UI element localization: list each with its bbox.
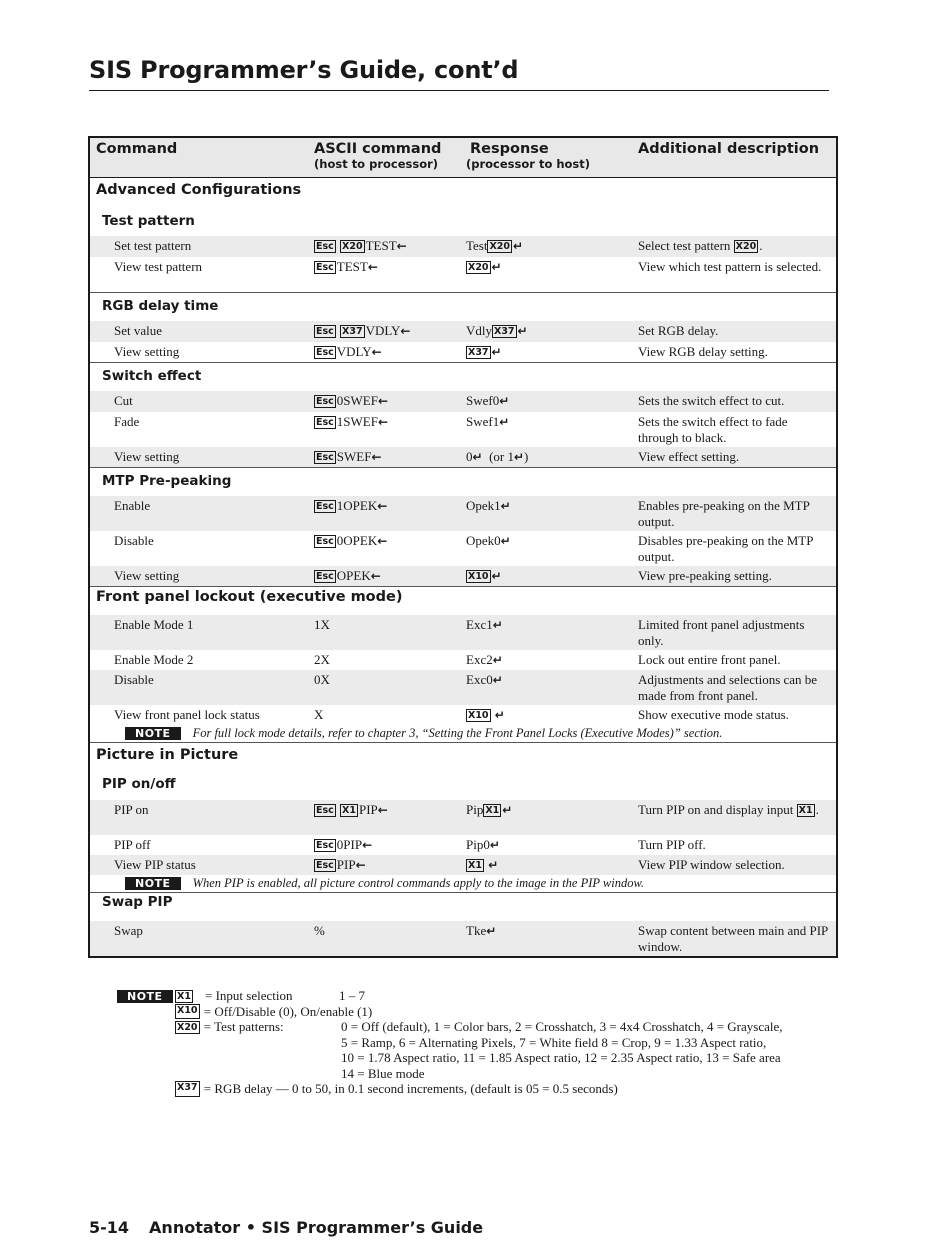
cell-response: Test X20 ↵ <box>466 238 524 253</box>
cell-ascii: Esc 0OPEK← <box>316 533 388 548</box>
esc-key-icon: Esc <box>316 805 334 816</box>
cell-ascii: Esc 1SWEF← <box>316 414 389 429</box>
table-header <box>90 138 836 178</box>
esc-key-icon: Esc <box>316 241 334 252</box>
cell-ascii: Esc VDLY← <box>316 344 382 359</box>
cell-ascii: Esc PIP← <box>316 857 366 872</box>
send-arrow-icon: ← <box>377 499 388 513</box>
x37-key-icon: X37 <box>494 326 515 337</box>
cell-command: View setting <box>114 449 180 464</box>
legend-x37-text: = RGB delay — 0 to 50, in 0.1 second increments, (default is 05 = 0.5 seconds) <box>203 1081 618 1096</box>
cell-response <box>466 257 638 292</box>
cell-response <box>466 566 638 586</box>
cell-response <box>466 342 638 362</box>
send-arrow-icon: ← <box>370 569 381 583</box>
send-arrow-icon: ← <box>377 803 388 817</box>
x37-key-icon: X37 <box>175 1081 200 1097</box>
return-arrow-icon: ↵ <box>472 450 483 464</box>
esc-key-icon: Esc <box>316 347 334 358</box>
table-row-view-switch-effect <box>90 447 836 467</box>
table-row-pip-off <box>90 835 836 855</box>
esc-key-icon: Esc <box>316 417 334 428</box>
note-badge: NOTE <box>125 727 181 740</box>
x20-key-icon: X20 <box>342 241 363 252</box>
cell-description: View PIP window selection. <box>638 857 785 872</box>
section-picture-in-picture: Picture in Picture <box>90 742 836 772</box>
cell-ascii: 1X <box>314 617 330 632</box>
cell-description: Adjustments and selections can be made from front panel. <box>638 672 818 703</box>
cell-description: Turn PIP on and display input X1 . <box>638 802 819 817</box>
cell-response: Opek1↵ <box>466 498 511 513</box>
x1-key-icon: X1 <box>177 991 191 1002</box>
cell-response: Exc1↵ <box>466 617 503 632</box>
variables-legend <box>117 988 837 1097</box>
return-arrow-icon: ↵ <box>494 708 505 722</box>
header-description: Additional description <box>638 141 820 157</box>
subsection-test-pattern: Test pattern <box>102 213 195 229</box>
legend-x1-text: = Input selection <box>205 988 293 1003</box>
cell-ascii: Esc 0SWEF← <box>316 393 389 408</box>
subsection-switch-effect: Switch effect <box>90 362 836 391</box>
send-arrow-icon: ← <box>371 345 382 359</box>
pip-note <box>90 875 836 892</box>
esc-key-icon: Esc <box>316 571 334 582</box>
header-response: Response (processor to host) <box>466 141 591 171</box>
return-arrow-icon: ↵ <box>492 653 503 667</box>
cell-description: Select test pattern X20 . <box>638 238 763 253</box>
cell-response <box>466 705 638 725</box>
send-arrow-icon: ← <box>400 324 411 338</box>
cell-response: Opek0↵ <box>466 533 511 548</box>
cell-command: View test pattern <box>114 259 203 274</box>
cell-response: 0↵ (or 1↵) <box>466 449 529 464</box>
cell-description: Show executive mode status. <box>638 707 789 722</box>
cell-description: View RGB delay setting. <box>638 344 768 359</box>
cell-response: Exc0↵ <box>466 672 503 687</box>
return-arrow-icon: ↵ <box>500 499 511 513</box>
note-badge: NOTE <box>125 877 181 890</box>
cell-ascii: % <box>314 923 325 938</box>
x1-key-icon: X1 <box>485 805 500 816</box>
table-row-pip-status <box>90 855 836 875</box>
table-row-mtp-disable <box>90 531 836 566</box>
cell-response: Pip0↵ <box>466 837 500 852</box>
return-arrow-icon: ↵ <box>517 324 528 338</box>
esc-key-icon: Esc <box>316 262 334 273</box>
return-arrow-icon: ↵ <box>492 673 503 687</box>
cell-description: Sets the switch effect to cut. <box>638 393 785 408</box>
cell-command: PIP off <box>114 837 151 852</box>
send-arrow-icon: ← <box>377 394 389 408</box>
section-front-panel-lockout: Front panel lockout (executive mode) <box>90 586 836 615</box>
x1-key-icon: X1 <box>342 805 356 816</box>
cell-command: View setting <box>114 568 180 583</box>
page-title: SIS Programmer’s Guide, cont’d <box>89 56 519 84</box>
cell-ascii: Esc SWEF← <box>316 449 382 464</box>
table-row-fade <box>90 412 836 447</box>
section-advanced-configurations: Advanced Configurations <box>96 182 302 198</box>
lockout-note <box>90 725 836 742</box>
subsection-mtp-pre-peaking: MTP Pre-peaking <box>90 467 836 496</box>
cell-description: Sets the switch effect to fade through to black. <box>638 414 788 445</box>
cell-ascii: Esc 1OPEK← <box>316 498 388 513</box>
esc-key-icon: Esc <box>316 326 334 337</box>
return-arrow-icon: ↵ <box>499 415 510 429</box>
cell-command: Swap <box>114 923 143 938</box>
table-row-swap <box>90 921 836 956</box>
return-arrow-icon: ↵ <box>500 534 511 548</box>
cell-ascii: X <box>314 707 324 722</box>
cell-ascii: 0X <box>314 672 330 687</box>
table-row-lockout-disable <box>90 670 836 705</box>
title-rule <box>89 90 829 91</box>
table-row-view-rgb-delay <box>90 342 836 362</box>
x1-key-icon: X1 <box>798 805 813 816</box>
cell-command: PIP on <box>114 802 149 817</box>
cell-ascii: Esc X20 TEST← <box>316 238 407 253</box>
send-arrow-icon: ← <box>377 534 388 548</box>
cell-description: View effect setting. <box>638 449 740 464</box>
cell-response: Vdly X37 ↵ <box>466 323 528 338</box>
legend-x20-line: 0 = Off (default), 1 = Color bars, 2 = Crosshatch, 3 = 4x4 Crosshatch, 4 = Grayscale, <box>341 1019 783 1034</box>
cell-response: Swef1↵ <box>466 414 510 429</box>
legend-row-x1 <box>117 988 837 1004</box>
cell-command: Fade <box>114 414 140 429</box>
cell-command: View setting <box>114 344 180 359</box>
table-row-pip-on <box>90 800 836 835</box>
legend-x1-range: 1 – 7 <box>339 988 365 1003</box>
cell-ascii: Esc TEST← <box>316 259 378 274</box>
cell-response <box>466 855 638 875</box>
sis-command-table <box>88 136 838 958</box>
table-row-mtp-enable <box>90 496 836 531</box>
header-ascii: ASCII command (host to processor) <box>314 141 442 171</box>
cell-command: View front panel lock status <box>114 707 260 722</box>
legend-x20-line: 5 = Ramp, 6 = Alternating Pixels, 7 = White field 8 = Crop, 9 = 1.33 Aspect ratio, <box>341 1034 767 1050</box>
cell-response: Swef0↵ <box>466 393 510 408</box>
send-arrow-icon: ← <box>371 450 382 464</box>
x20-key-icon: X20 <box>489 241 511 252</box>
cell-description: View which test pattern is selected. <box>638 259 822 274</box>
legend-x20-line: 10 = 1.78 Aspect ratio, 11 = 1.85 Aspect ratio, 12 = 2.35 Aspect ratio, 13 = Safe area <box>341 1050 781 1065</box>
legend-x20-line: 14 = Blue mode <box>341 1065 425 1081</box>
return-arrow-icon: ↵ <box>491 260 502 274</box>
cell-command: Disable <box>114 533 154 548</box>
cell-command: Set value <box>114 323 163 338</box>
legend-row-x20 <box>117 1019 837 1081</box>
return-arrow-icon: ↵ <box>491 345 502 359</box>
send-arrow-icon: ← <box>355 858 366 872</box>
legend-x10-text: = Off/Disable (0), On/enable (1) <box>203 1003 373 1019</box>
cell-description: Lock out entire front panel. <box>638 652 781 667</box>
cell-description: Limited front panel adjustments only. <box>638 617 805 648</box>
cell-description: Set RGB delay. <box>638 323 719 338</box>
table-row-enable-mode-1 <box>90 615 836 650</box>
x37-key-icon: X37 <box>342 326 363 337</box>
return-arrow-icon: ↵ <box>486 924 497 938</box>
return-arrow-icon: ↵ <box>492 618 503 632</box>
cell-ascii: Esc X37 VDLY← <box>316 323 411 338</box>
legend-row-x10 <box>117 1004 837 1020</box>
table-row-set-test-pattern <box>90 236 836 257</box>
table-row-mtp-view <box>90 566 836 586</box>
cell-command: Disable <box>114 672 154 687</box>
page-number: 5-14 <box>89 1218 130 1237</box>
x20-key-icon: X20 <box>177 1022 198 1033</box>
subsection-pip-on-off: PIP on/off <box>102 776 176 792</box>
return-arrow-icon: ↵ <box>502 803 513 817</box>
x20-key-icon: X20 <box>735 241 757 252</box>
cell-ascii: Esc OPEK← <box>316 568 381 583</box>
x20-key-icon: X20 <box>468 262 489 273</box>
cell-description: View pre-peaking setting. <box>638 568 772 583</box>
table-row-enable-mode-2 <box>90 650 836 670</box>
cell-ascii: Esc X1 PIP← <box>316 802 388 817</box>
send-arrow-icon: ← <box>377 415 389 429</box>
cell-command: Cut <box>114 393 133 408</box>
send-arrow-icon: ← <box>367 260 378 274</box>
esc-key-icon: Esc <box>316 536 334 547</box>
cell-command: Enable Mode 2 <box>114 652 194 667</box>
table-row-cut <box>90 391 836 412</box>
legend-row-x37 <box>117 1081 837 1097</box>
cell-ascii: 2X <box>314 652 330 667</box>
cell-command: Enable <box>114 498 151 513</box>
x37-key-icon: X37 <box>468 347 489 358</box>
cell-description: Swap content between main and PIP window. <box>638 923 828 954</box>
header-command: Command <box>96 141 178 157</box>
note-text: When PIP is enabled, all picture control commands apply to the image in the PIP window. <box>192 876 645 890</box>
cell-description: Disables pre-peaking on the MTP output. <box>638 533 813 564</box>
page-footer <box>89 1218 483 1237</box>
cell-ascii: Esc 0PIP← <box>316 837 373 852</box>
cell-description: Enables pre-peaking on the MTP output. <box>638 498 810 529</box>
return-arrow-icon: ↵ <box>513 239 524 253</box>
return-arrow-icon: ↵ <box>491 569 502 583</box>
return-arrow-icon: ↵ <box>488 858 499 872</box>
esc-key-icon: Esc <box>316 860 334 871</box>
x10-key-icon: X10 <box>468 710 489 721</box>
table-row-view-test-pattern <box>90 257 836 292</box>
cell-description: Turn PIP off. <box>638 837 706 852</box>
table-row-set-rgb-delay <box>90 321 836 342</box>
esc-key-icon: Esc <box>316 840 334 851</box>
send-arrow-icon: ← <box>396 239 407 253</box>
cell-response: Tke↵ <box>466 923 497 938</box>
x10-key-icon: X10 <box>175 1004 200 1020</box>
note-badge: NOTE <box>117 990 173 1003</box>
cell-command: Enable Mode 1 <box>114 617 194 632</box>
note-text: For full lock mode details, refer to chapter 3, “Setting the Front Panel Locks (Executive Modes)” section. <box>192 726 723 740</box>
x10-key-icon: X10 <box>468 571 489 582</box>
cell-response: Exc2↵ <box>466 652 503 667</box>
return-arrow-icon: ↵ <box>513 450 525 464</box>
subsection-rgb-delay-time: RGB delay time <box>90 292 836 321</box>
cell-response: Pip X1 ↵ <box>466 802 513 817</box>
return-arrow-icon: ↵ <box>499 394 510 408</box>
x1-key-icon: X1 <box>468 860 482 871</box>
esc-key-icon: Esc <box>316 452 334 463</box>
cell-command: Set test pattern <box>114 238 192 253</box>
esc-key-icon: Esc <box>316 396 334 407</box>
footer-title: Annotator • SIS Programmer’s Guide <box>149 1218 484 1237</box>
cell-command: View PIP status <box>114 857 196 872</box>
legend-x20-text: = Test patterns: <box>203 1019 284 1034</box>
esc-key-icon: Esc <box>316 501 334 512</box>
return-arrow-icon: ↵ <box>489 838 500 852</box>
send-arrow-icon: ← <box>362 838 373 852</box>
table-row-lock-status <box>90 705 836 725</box>
subsection-swap-pip: Swap PIP <box>90 892 836 921</box>
